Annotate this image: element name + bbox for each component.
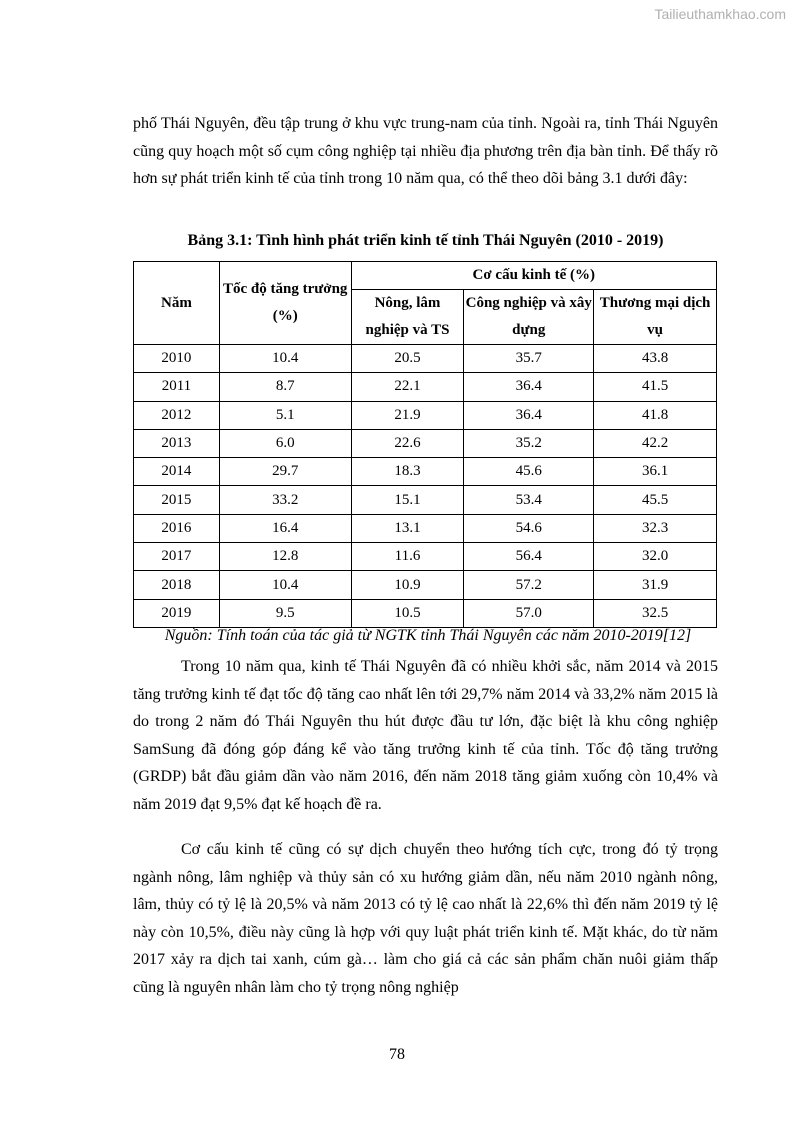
cell-year: 2013 [134, 429, 220, 457]
table-row [134, 401, 717, 429]
cell-industry: 36.4 [464, 373, 594, 401]
table-row [134, 373, 717, 401]
cell-agriculture: 22.1 [351, 373, 464, 401]
cell-growth: 12.8 [219, 543, 351, 571]
header-agriculture: Nông, lâm nghiệp và TS [351, 290, 464, 345]
cell-industry: 35.7 [464, 345, 594, 373]
cell-growth: 29.7 [219, 458, 351, 486]
cell-services: 32.5 [594, 599, 717, 627]
table-row [134, 543, 717, 571]
cell-industry: 57.0 [464, 599, 594, 627]
growth-paragraph: Trong 10 năm qua, kinh tế Thái Nguyên đã có nhiều khởi sắc, năm 2014 và 2015 tăng trưởng kinh tế đạt tốc độ tăng cao nhất lên tới 29,7% năm 2014 và 33,2% năm 2015 là do trong 2 năm đó Thái Nguyên thu hút được đầu tư lớn, đặc biệt là khu công nghiệp SamSung đã đóng góp đáng kể vào tăng trưởng kinh tế của tỉnh. Tốc độ tăng trưởng (GRDP) bắt đầu giảm dần vào năm 2016, đến năm 2018 tăng giảm xuống còn 10,4% và năm 2019 đạt 9,5% đạt kế hoạch đề ra. [133, 658, 718, 813]
table-caption: Bảng 3.1: Tình hình phát triển kinh tế tỉnh Thái Nguyên (2010 - 2019) [187, 232, 664, 249]
cell-agriculture: 18.3 [351, 458, 464, 486]
structure-paragraph: Cơ cấu kinh tế cũng có sự dịch chuyển theo hướng tích cực, trong đó tỷ trọng ngành nông, lâm nghiệp và thủy sản có xu hướng giảm dần, nếu năm 2010 ngành nông, lâm, thủy có tỷ lệ là 20,5% và năm 2013 có tỷ lệ cao nhất là 22,6% thì đến năm 2019 tỷ lệ này còn 10,5%, điều này cũng là hợp với quy luật phát triển kinh tế. Mặt khác, do từ năm 2017 xảy ra dịch tai xanh, cúm gà… làm cho giá cả các sản phẩm chăn nuôi giảm thấp cũng là nguyên nhân làm cho tỷ trọng nông nghiệp [133, 841, 718, 996]
cell-services: 31.9 [594, 571, 717, 599]
header-industry: Công nghiệp và xây dựng [464, 290, 594, 345]
cell-agriculture: 11.6 [351, 543, 464, 571]
cell-year: 2010 [134, 345, 220, 373]
cell-agriculture: 15.1 [351, 486, 464, 514]
table-row [134, 486, 717, 514]
cell-agriculture: 20.5 [351, 345, 464, 373]
cell-industry: 36.4 [464, 401, 594, 429]
table-row [134, 514, 717, 542]
cell-year: 2012 [134, 401, 220, 429]
cell-services: 36.1 [594, 458, 717, 486]
intro-paragraph: phố Thái Nguyên, đều tập trung ở khu vực trung-nam của tỉnh. Ngoài ra, tỉnh Thái Nguyên cũng quy hoạch một số cụm công nghiệp tại nhiều địa phương trên địa bàn tỉnh. Để thấy rõ hơn sự phát triển kinh tế của tỉnh trong 10 năm qua, có thể theo dõi bảng 3.1 dưới đây: [133, 115, 718, 188]
cell-growth: 10.4 [219, 345, 351, 373]
cell-growth: 10.4 [219, 571, 351, 599]
cell-agriculture: 22.6 [351, 429, 464, 457]
cell-services: 45.5 [594, 486, 717, 514]
cell-growth: 9.5 [219, 599, 351, 627]
cell-services: 42.2 [594, 429, 717, 457]
header-services: Thương mại dịch vụ [594, 290, 717, 345]
table-row [134, 458, 717, 486]
source-note: Nguồn: Tính toán của tác giả từ NGTK tỉnh Thái Nguyên các năm 2010-2019[12] [164, 627, 692, 644]
cell-agriculture: 13.1 [351, 514, 464, 542]
cell-growth: 8.7 [219, 373, 351, 401]
cell-industry: 45.6 [464, 458, 594, 486]
cell-services: 41.5 [594, 373, 717, 401]
cell-industry: 57.2 [464, 571, 594, 599]
cell-growth: 6.0 [219, 429, 351, 457]
cell-year: 2011 [134, 373, 220, 401]
header-growth-rate: Tốc độ tăng trưởng (%) [219, 262, 351, 345]
header-economic-structure: Cơ cấu kinh tế (%) [351, 262, 716, 290]
cell-growth: 33.2 [219, 486, 351, 514]
cell-industry: 56.4 [464, 543, 594, 571]
cell-industry: 53.4 [464, 486, 594, 514]
cell-services: 32.3 [594, 514, 717, 542]
cell-services: 32.0 [594, 543, 717, 571]
table-row [134, 571, 717, 599]
cell-year: 2018 [134, 571, 220, 599]
table-row [134, 429, 717, 457]
cell-services: 43.8 [594, 345, 717, 373]
cell-year: 2014 [134, 458, 220, 486]
economic-development-table [133, 261, 717, 628]
cell-year: 2016 [134, 514, 220, 542]
watermark: Tailieuthamkhao.com [654, 6, 786, 22]
header-year: Năm [134, 262, 220, 345]
cell-industry: 35.2 [464, 429, 594, 457]
cell-agriculture: 10.9 [351, 571, 464, 599]
table-row [134, 345, 717, 373]
cell-growth: 16.4 [219, 514, 351, 542]
cell-services: 41.8 [594, 401, 717, 429]
cell-growth: 5.1 [219, 401, 351, 429]
cell-year: 2015 [134, 486, 220, 514]
cell-year: 2017 [134, 543, 220, 571]
page-number: 78 [389, 1046, 405, 1063]
cell-agriculture: 10.5 [351, 599, 464, 627]
cell-industry: 54.6 [464, 514, 594, 542]
cell-year: 2019 [134, 599, 220, 627]
cell-agriculture: 21.9 [351, 401, 464, 429]
table-row [134, 599, 717, 627]
